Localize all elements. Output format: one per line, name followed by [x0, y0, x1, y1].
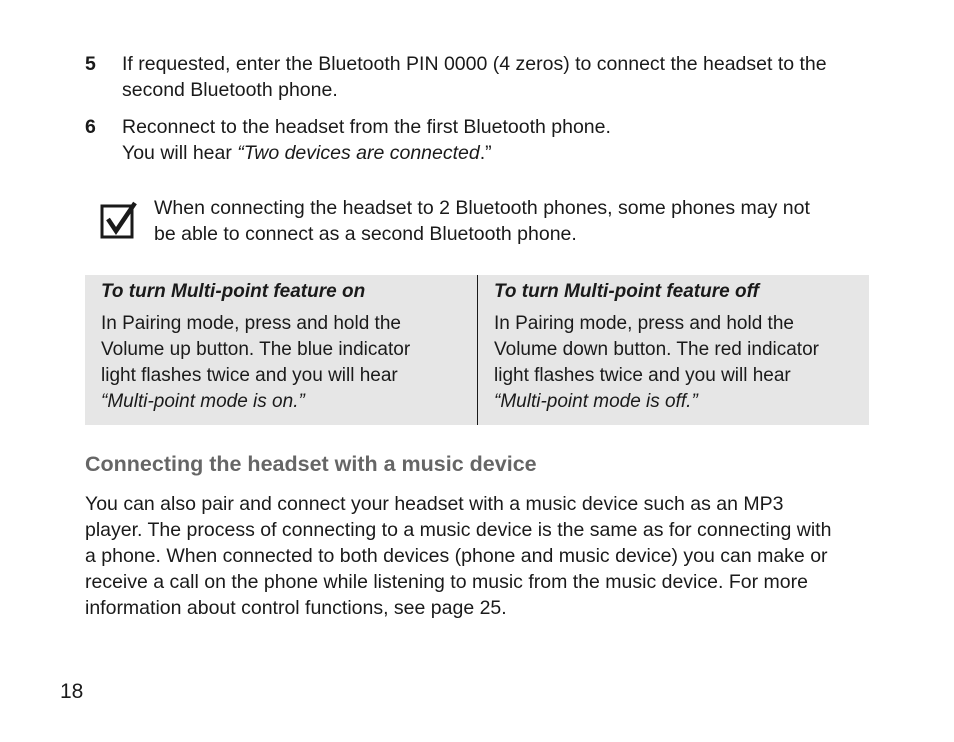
column-line: light flashes twice and you will hear — [494, 365, 791, 386]
multipoint-feature-table — [85, 275, 869, 425]
paragraph-line: information about control functions, see page 25. — [85, 597, 507, 619]
note-text — [154, 195, 870, 247]
feature-off-column — [477, 275, 869, 425]
feature-off-heading: To turn Multi-point feature off — [494, 281, 759, 302]
step-number: 6 — [85, 116, 96, 138]
spoken-prompt — [494, 389, 869, 415]
spoken-prompt-text: “Multi-point mode is off.” — [494, 391, 698, 412]
column-line: Volume down button. The red indicator — [494, 339, 819, 360]
step-line: If requested, enter the Bluetooth PIN 0000 (4 zeros) to connect the headset to the — [122, 53, 827, 75]
step-line: second Bluetooth phone. — [122, 79, 338, 101]
step-line — [122, 140, 875, 166]
feature-on-body — [101, 311, 477, 415]
feature-off-body — [494, 311, 869, 415]
spoken-prompt — [101, 389, 477, 415]
column-line: Volume up button. The blue indicator — [101, 339, 411, 360]
paragraph-line: player. The process of connecting to a music device is the same as for connecting with — [85, 519, 832, 541]
column-line: In Pairing mode, press and hold the — [101, 313, 401, 334]
spoken-prompt: “Two devices are connected — [237, 142, 480, 164]
body-paragraph — [85, 491, 875, 621]
feature-on-heading: To turn Multi-point feature on — [101, 281, 366, 302]
step-text — [122, 51, 875, 103]
step-line: Reconnect to the headset from the first Bluetooth phone. — [122, 116, 611, 138]
page-number: 18 — [60, 680, 84, 703]
paragraph-line: a phone. When connected to both devices (phone and music device) you can make or — [85, 545, 828, 567]
step-6 — [85, 114, 875, 166]
step-5 — [85, 51, 875, 103]
step-line-suffix: .” — [479, 142, 492, 164]
paragraph-line: receive a call on the phone while listening to music from the music device. For more — [85, 571, 808, 593]
checkbox-note-icon — [100, 201, 138, 239]
paragraph-line: You can also pair and connect your headset with a music device such as an MP3 — [85, 493, 784, 515]
feature-on-column — [85, 275, 477, 425]
column-line: In Pairing mode, press and hold the — [494, 313, 794, 334]
step-line-prefix: You will hear — [122, 142, 238, 164]
note-line: be able to connect as a second Bluetooth phone. — [154, 223, 577, 245]
section-heading: Connecting the headset with a music device — [85, 452, 537, 476]
note-line: When connecting the headset to 2 Bluetooth phones, some phones may not — [154, 197, 810, 219]
step-text — [122, 114, 875, 166]
step-number: 5 — [85, 53, 96, 75]
column-line: light flashes twice and you will hear — [101, 365, 398, 386]
spoken-prompt-text: “Multi-point mode is on.” — [101, 391, 305, 412]
